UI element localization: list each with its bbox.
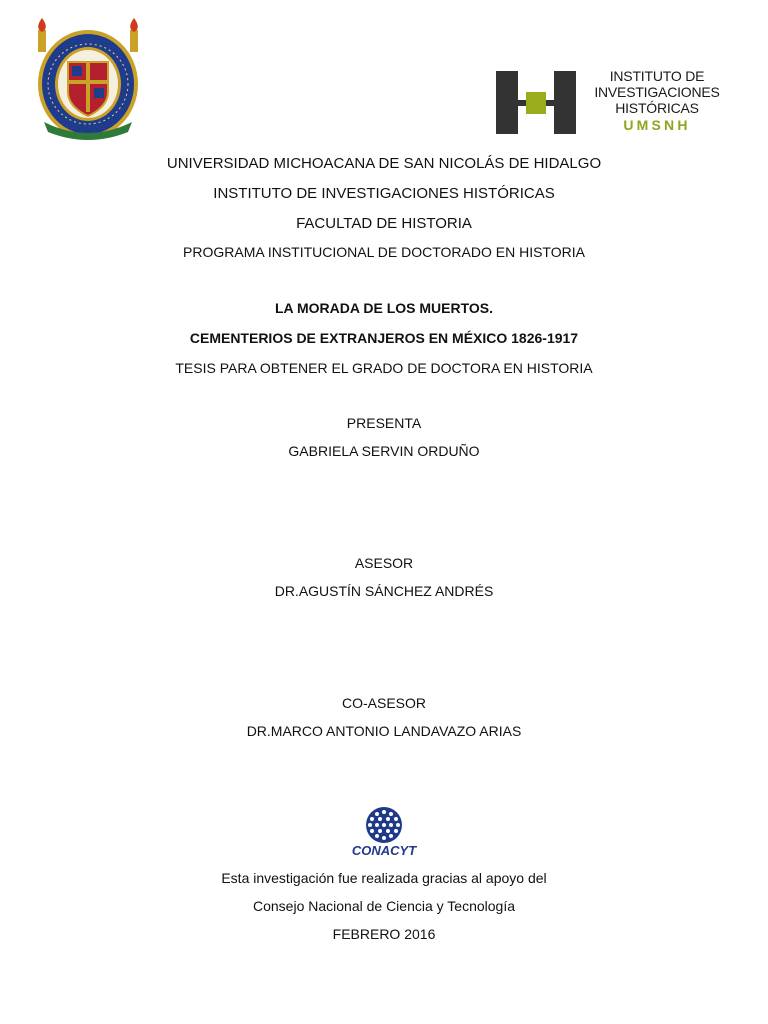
- institute-mark-icon: [496, 71, 576, 134]
- institute-name: INSTITUTO DE INVESTIGACIONES HISTÓRICAS: [213, 185, 555, 202]
- author-name: GABRIELA SERVIN ORDUÑO: [288, 443, 480, 459]
- author-label: PRESENTA: [346, 415, 422, 431]
- funding-line2: Consejo Nacional de Ciencia y Tecnología: [252, 898, 515, 914]
- conacyt-wordmark: CONACYT: [351, 843, 417, 858]
- funding-line1: Esta investigación fue realizada gracias al apoyo del: [221, 870, 547, 886]
- coadvisor-name: DR.MARCO ANTONIO LANDAVAZO ARIAS: [246, 723, 522, 739]
- university-name: UNIVERSIDAD MICHOACANA DE SAN NICOLÁS DE HIDALGO: [166, 155, 602, 172]
- thesis-title-line2: CEMENTERIOS DE EXTRANJEROS EN MÉXICO 1826-1917: [189, 330, 579, 346]
- institute-logo-line1: INSTITUTO DE: [609, 68, 705, 84]
- institute-logo-line2: INVESTIGACIONES: [594, 84, 720, 100]
- thesis-degree: TESIS PARA OBTENER EL GRADO DE DOCTORA EN HISTORIA: [175, 360, 593, 376]
- institute-logo-line3: HISTÓRICAS: [615, 100, 699, 116]
- faculty-name: FACULTAD DE HISTORIA: [296, 215, 472, 232]
- thesis-date: FEBRERO 2016: [332, 926, 436, 942]
- thesis-title-line1: LA MORADA DE LOS MUERTOS.: [274, 300, 494, 316]
- conacyt-logo: [348, 806, 420, 862]
- advisor-name: DR.AGUSTÍN SÁNCHEZ ANDRÉS: [274, 583, 494, 599]
- advisor-label: ASESOR: [354, 555, 414, 571]
- institute-logo-text: [590, 68, 724, 134]
- institute-logo-umsnh: UMSNH: [623, 117, 691, 133]
- coadvisor-label: CO-ASESOR: [341, 695, 426, 711]
- conacyt-globe-icon: [348, 806, 420, 846]
- university-seal-logo: [30, 18, 146, 144]
- institute-logo: [494, 68, 724, 138]
- program-name: PROGRAMA INSTITUCIONAL DE DOCTORADO EN HISTORIA: [183, 244, 585, 260]
